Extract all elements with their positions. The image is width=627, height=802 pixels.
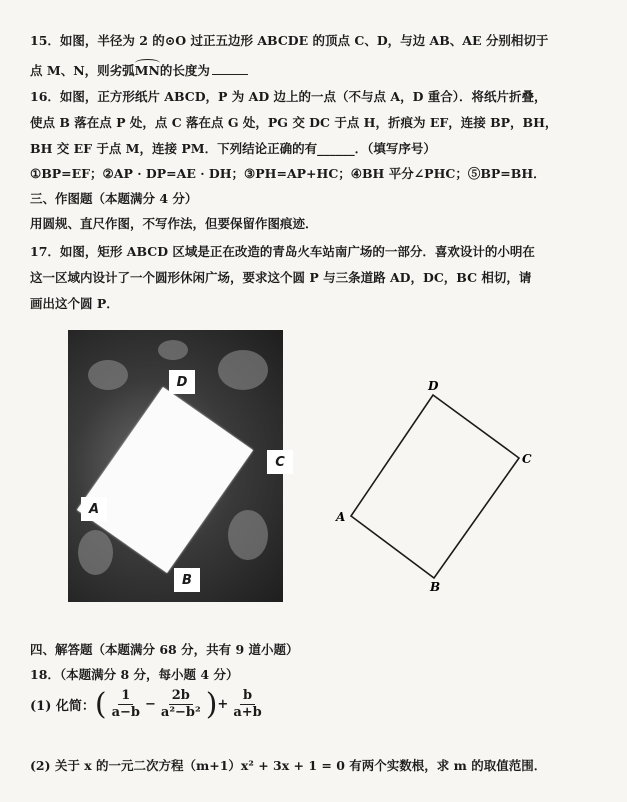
photo-label-d: D [169,370,195,394]
q16-line3: BH 交 EF 于点 M，连接 PM．下列结论正确的有______．（填写序号） [30,141,436,156]
q17-line2: 这一区域内设计了一个圆形休闲广场，要求这个圆 P 与三条道路 AD，DC，BC 相切，请 [30,270,532,285]
minus-sign: − [145,697,156,712]
q18-part2: (2) 关于 x 的一元二次方程（m+1）x² + 3x + 1 = 0 有两个实数根，求 m 的取值范围． [30,758,547,773]
q15-line2-text: 点 M、N，则劣弧 [30,63,135,78]
fraction-1-den: a−b [111,705,140,720]
photo-label-c: C [267,450,293,474]
diagram-label-c: C [522,452,532,466]
section3-title: 三、作图题（本题满分 4 分） [30,191,198,206]
fraction-2-den: a²−b² [160,705,201,720]
diagram-label-d: D [428,379,439,393]
q16-line4: ①BP=EF；②AP · DP=AE · DH；③PH=AP+HC；④BH 平分∠PHC；⑤BP=BH． [30,166,546,181]
q18-part1-label: (1) 化简： [30,699,95,714]
q15-line2-tail: 的长度为 [159,63,210,78]
photo-label-b: B [174,568,200,592]
q18-header: 18．（本题满分 8 分，每小题 4 分） [30,667,239,682]
section4-title: 四、解答题（本题满分 68 分，共有 9 道小题） [30,642,299,657]
diagram-label-a: A [336,510,346,524]
photo-label-a: A [81,497,107,521]
rectangle-abcd [351,395,519,578]
q15-line1: 15．如图，半径为 2 的⊙O 过正五边形 ABCDE 的顶点 C、D，与边 AB、AE 分别相切于 [30,33,549,48]
q18-part1 [30,688,267,721]
q17-line1: 17．如图，矩形 ABCD 区域是正在改造的青岛火车站南广场的一部分．喜欢设计的小明在 [30,244,535,259]
diagram-label-b: B [430,580,441,594]
fraction-1-num: 1 [118,688,133,705]
arc-mn: MN [135,59,160,80]
section3-note: 用圆规、直尺作图，不写作法，但要保留作图痕迹． [30,216,318,231]
fraction-3-den: a+b [233,705,262,720]
fraction-2-num: 2b [169,688,193,705]
fraction-3-num: b [240,688,255,705]
rectangle-diagram [330,375,540,595]
fraction-2 [158,688,204,721]
answer-blank [212,62,248,75]
plus-sign: + [217,697,229,712]
q15-line2 [30,59,603,80]
fraction-1 [109,688,143,721]
q16-line2: 使点 B 落在点 P 处，点 C 落在点 G 处，PG 交 DC 于点 H，折痕为 EF，连接 BP，BH， [30,115,558,130]
q17-line3: 画出这个圆 P． [30,296,119,311]
aerial-photo [68,330,283,602]
q16-line1: 16．如图，正方形纸片 ABCD，P 为 AD 边上的一点（不与点 A，D 重合）．将纸片折叠， [30,89,547,104]
fraction-3 [230,688,264,721]
right-paren: ) [205,686,218,722]
left-paren: ( [94,686,107,722]
